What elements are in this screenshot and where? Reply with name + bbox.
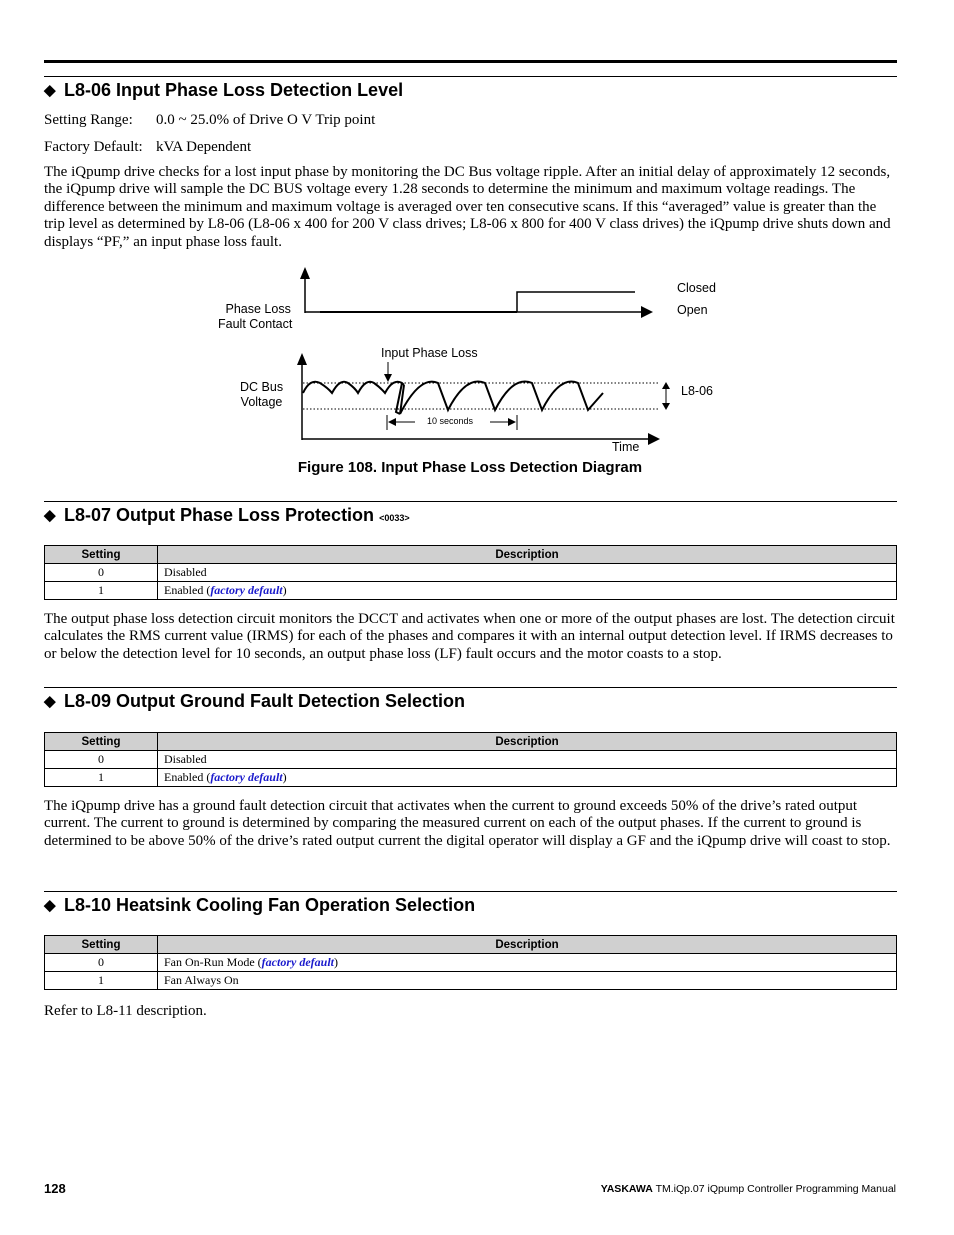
heading-text: L8-10 Heatsink Cooling Fan Operation Selection [64,895,476,915]
settings-table-l8-07 [44,545,897,600]
closed-label: Closed [677,281,716,295]
table-row [45,769,897,787]
heading-text: L8-07 Output Phase Loss Protection [64,505,375,525]
section-heading-l8-09 [44,690,465,714]
header-description: Description [158,546,897,564]
parameter-code: <0033> [379,513,410,523]
diamond-bullet-icon: ◆ [44,897,56,914]
setting-value: 1 [45,582,158,600]
setting-description [158,564,897,582]
open-label: Open [677,303,708,317]
paragraph-l8-10: Refer to L8-11 description. [44,1003,207,1019]
description-text: Enabled ( [164,770,211,784]
time-axis-label: Time [612,440,640,454]
input-phase-loss-label: Input Phase Loss [381,346,478,360]
manual-title: TM.iQp.07 iQpump Controller Programming Manual [655,1183,896,1195]
header-setting: Setting [45,546,158,564]
factory-default-value: kVA Dependent [156,139,252,155]
paragraph-l8-07: The output phase loss detection circuit monitors the DCCT and activates when one or more of the output phases are lost. The detection circuit calculates the RMS current value (IRMS) for each of the phases and compares it with an internal output detection level. If IRMS decreases to or below the detection level for 10 seconds, an output phase loss (LF) fault occurs and the motor coasts to a stop. [44,611,895,662]
setting-description [158,582,897,600]
header-description: Description [158,733,897,751]
table-row [45,751,897,769]
description-text: Enabled ( [164,583,211,597]
diamond-bullet-icon: ◆ [44,507,56,524]
header-description: Description [158,936,897,954]
description-text: Disabled [164,565,207,579]
setting-description [158,954,897,972]
dc-bus-label-line1: DC Bus [240,380,284,394]
heading-text: L8-06 Input Phase Loss Detection Level [64,80,404,100]
setting-description [158,972,897,990]
page-number: 128 [44,1181,66,1196]
section-heading-l8-06 [44,79,403,103]
heading-text: L8-09 Output Ground Fault Detection Selection [64,691,466,711]
header-setting: Setting [45,733,158,751]
top-rule [44,60,897,63]
setting-value: 0 [45,564,158,582]
figure-caption: Figure 108. Input Phase Loss Detection Diagram [297,459,643,476]
section-heading-l8-10 [44,894,475,918]
ten-seconds-label: 10 seconds [427,416,474,426]
settings-table-l8-10 [44,935,897,990]
setting-value: 1 [45,769,158,787]
factory-default-tag: factory default [261,955,334,969]
factory-default [44,139,251,156]
header-setting: Setting [45,936,158,954]
section-heading-l8-07 [44,504,410,529]
section-rule [44,76,897,77]
section-rule [44,501,897,502]
table-row [45,972,897,990]
section-rule [44,891,897,892]
setting-range-value: 0.0 ~ 25.0% of Drive O V Trip point [156,112,376,128]
setting-value: 0 [45,954,158,972]
section-rule [44,687,897,688]
factory-default-label: Factory Default: [44,139,143,155]
description-suffix: ) [282,770,287,784]
description-text: Fan Always On [164,973,239,987]
diamond-bullet-icon: ◆ [44,693,56,710]
table-row [45,564,897,582]
setting-description [158,769,897,787]
paragraph-l8-06: The iQpump drive checks for a lost input phase by monitoring the DC Bus voltage ripple. After an initial delay of approximately 12 seconds, the iQpump drive will sample the DC BUS voltage every 1.28 seconds to determine the minimum and maximum voltage readings. The difference between the minimum and maximum voltage is averaged over ten consecutive scans. If this “averaged” value is greater than the trip level as determined by L8-06 (L8-06 x 400 for 200 V class drives; L8-06 x 800 for 400 V class drives) the iQpump drive shuts down and displays “PF,” an input phase loss fault. [44,164,891,250]
setting-range [44,112,375,129]
table-row [45,582,897,600]
diamond-bullet-icon: ◆ [44,82,56,99]
fault-contact-label [218,302,293,332]
brand-name: YASKAWA [600,1183,653,1195]
l8-06-label: L8-06 [681,384,713,398]
factory-default-tag: factory default [210,583,283,597]
table-row [45,954,897,972]
description-suffix: ) [334,955,338,969]
setting-value: 1 [45,972,158,990]
description-suffix: ) [282,583,287,597]
setting-description [158,751,897,769]
setting-value: 0 [45,751,158,769]
fault-contact-label-line1: Phase Loss [225,302,291,316]
setting-range-label: Setting Range: [44,112,133,128]
factory-default-tag: factory default [210,770,283,784]
dc-bus-label-line2: Voltage [240,395,283,409]
dc-bus-voltage-label [240,380,283,410]
paragraph-l8-09: The iQpump drive has a ground fault detection circuit that activates when the current to ground exceeds 50% of the drive’s rated output current. The current to ground is determined by comparing the measured current on each of the output phases. If the current to ground is determined to be above 50% of the drive’s rated output current the digital operator will display a GF and the iQpump drive will coast to stop. [44,798,891,849]
fault-contact-label-line2: Fault Contact [218,317,293,331]
footer-manual-title [601,1183,896,1195]
description-text: Fan On-Run Mode ( [164,955,262,969]
description-text: Disabled [164,752,207,766]
settings-table-l8-09 [44,732,897,787]
